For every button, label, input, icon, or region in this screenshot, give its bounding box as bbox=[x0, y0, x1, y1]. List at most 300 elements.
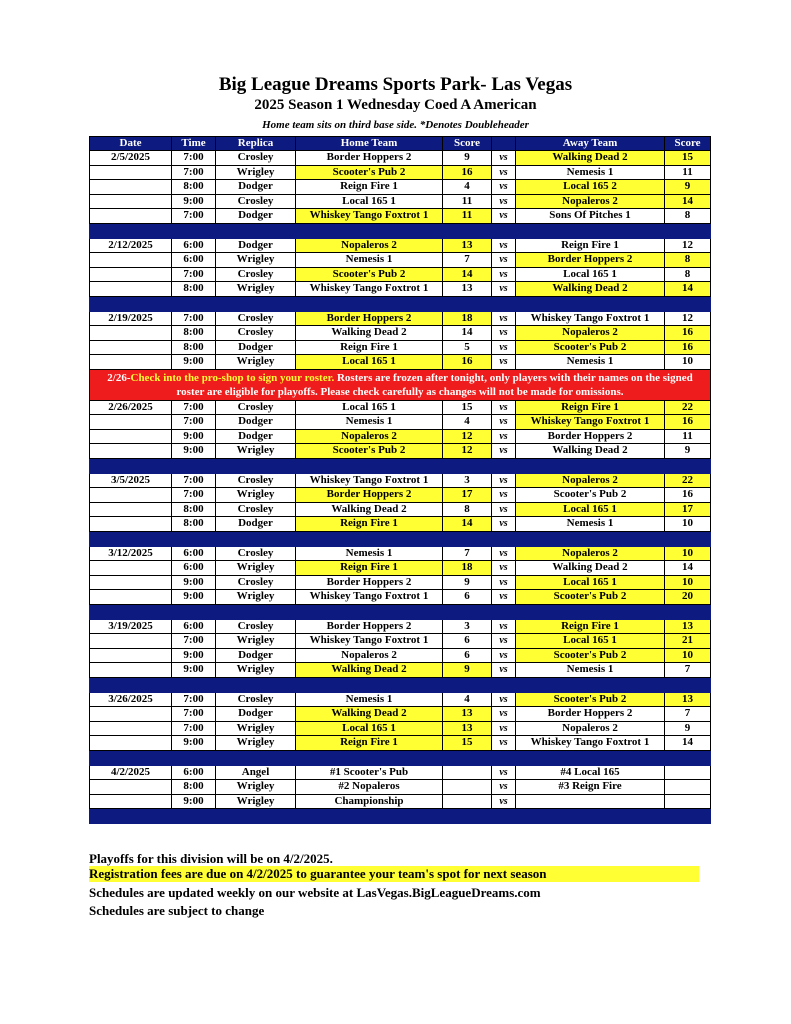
away-team: Border Hoppers 2 bbox=[516, 253, 665, 268]
away-score: 8 bbox=[665, 209, 711, 224]
week-separator bbox=[90, 677, 711, 692]
game-date bbox=[90, 267, 172, 282]
away-team: Border Hoppers 2 bbox=[516, 429, 665, 444]
home-score: 3 bbox=[443, 619, 492, 634]
table-row bbox=[90, 517, 711, 532]
game-replica: Wrigley bbox=[216, 663, 296, 678]
vs-label: vs bbox=[492, 634, 516, 649]
home-score: 6 bbox=[443, 634, 492, 649]
game-time: 6:00 bbox=[172, 546, 216, 561]
table-row bbox=[90, 780, 711, 795]
game-date bbox=[90, 707, 172, 722]
game-replica: Crosley bbox=[216, 575, 296, 590]
game-date: 3/5/2025 bbox=[90, 473, 172, 488]
game-date: 2/19/2025 bbox=[90, 311, 172, 326]
game-replica: Crosley bbox=[216, 311, 296, 326]
game-replica: Wrigley bbox=[216, 253, 296, 268]
home-score: 13 bbox=[443, 707, 492, 722]
home-score: 12 bbox=[443, 429, 492, 444]
game-time: 7:00 bbox=[172, 400, 216, 415]
home-team: Border Hoppers 2 bbox=[296, 311, 443, 326]
game-time: 7:00 bbox=[172, 707, 216, 722]
week-separator bbox=[90, 531, 711, 546]
home-team: Border Hoppers 2 bbox=[296, 488, 443, 503]
schedule-body bbox=[90, 151, 711, 824]
table-row bbox=[90, 634, 711, 649]
game-time: 9:00 bbox=[172, 444, 216, 459]
schedule-table bbox=[89, 136, 711, 824]
game-date bbox=[90, 355, 172, 370]
notice-date: 2/26- bbox=[107, 371, 131, 384]
away-team: Sons Of Pitches 1 bbox=[516, 209, 665, 224]
table-row bbox=[90, 355, 711, 370]
game-time: 7:00 bbox=[172, 209, 216, 224]
col-header-home-score: Score bbox=[443, 137, 492, 151]
away-team: Scooter's Pub 2 bbox=[516, 590, 665, 605]
home-score: 6 bbox=[443, 590, 492, 605]
week-separator-bar bbox=[90, 677, 711, 692]
home-team: Scooter's Pub 2 bbox=[296, 267, 443, 282]
away-score: 12 bbox=[665, 311, 711, 326]
away-team: Nopaleros 2 bbox=[516, 326, 665, 341]
game-time: 7:00 bbox=[172, 473, 216, 488]
home-team: Scooter's Pub 2 bbox=[296, 444, 443, 459]
table-row bbox=[90, 151, 711, 166]
home-score: 13 bbox=[443, 721, 492, 736]
table-row bbox=[90, 194, 711, 209]
away-team: Nopaleros 2 bbox=[516, 194, 665, 209]
home-team: Border Hoppers 2 bbox=[296, 151, 443, 166]
vs-label: vs bbox=[492, 326, 516, 341]
home-team: Border Hoppers 2 bbox=[296, 619, 443, 634]
away-team: Local 165 1 bbox=[516, 575, 665, 590]
away-score: 20 bbox=[665, 590, 711, 605]
table-row bbox=[90, 209, 711, 224]
table-row bbox=[90, 282, 711, 297]
vs-label: vs bbox=[492, 429, 516, 444]
table-row bbox=[90, 253, 711, 268]
game-date bbox=[90, 165, 172, 180]
table-row bbox=[90, 429, 711, 444]
game-date bbox=[90, 415, 172, 430]
table-row bbox=[90, 444, 711, 459]
home-score bbox=[443, 794, 492, 809]
away-team: Local 165 1 bbox=[516, 502, 665, 517]
game-time: 9:00 bbox=[172, 590, 216, 605]
game-time: 8:00 bbox=[172, 340, 216, 355]
vs-label: vs bbox=[492, 340, 516, 355]
game-replica: Crosley bbox=[216, 267, 296, 282]
schedule-change-note: Schedules are subject to change bbox=[89, 903, 265, 918]
home-score: 3 bbox=[443, 473, 492, 488]
vs-label: vs bbox=[492, 151, 516, 166]
table-row bbox=[90, 238, 711, 253]
game-replica: Wrigley bbox=[216, 561, 296, 576]
table-row bbox=[90, 590, 711, 605]
game-time: 6:00 bbox=[172, 238, 216, 253]
home-team: Nemesis 1 bbox=[296, 546, 443, 561]
col-header-home-team: Home Team bbox=[296, 137, 443, 151]
vs-label: vs bbox=[492, 282, 516, 297]
away-team: Scooter's Pub 2 bbox=[516, 340, 665, 355]
home-team: Local 165 1 bbox=[296, 194, 443, 209]
away-team: Whiskey Tango Foxtrot 1 bbox=[516, 736, 665, 751]
table-row bbox=[90, 180, 711, 195]
game-date bbox=[90, 340, 172, 355]
registration-fees-note: Registration fees are due on 4/2/2025 to guarantee your team's spot for next season bbox=[89, 866, 699, 882]
away-score: 9 bbox=[665, 444, 711, 459]
website-note: Schedules are updated weekly on our website at LasVegas.BigLeagueDreams.com bbox=[89, 885, 541, 900]
col-header-time: Time bbox=[172, 137, 216, 151]
away-team bbox=[516, 794, 665, 809]
game-time: 7:00 bbox=[172, 634, 216, 649]
table-row bbox=[90, 311, 711, 326]
game-time: 7:00 bbox=[172, 267, 216, 282]
table-row bbox=[90, 473, 711, 488]
home-score: 18 bbox=[443, 311, 492, 326]
vs-label: vs bbox=[492, 253, 516, 268]
game-replica: Crosley bbox=[216, 473, 296, 488]
home-team: Scooter's Pub 2 bbox=[296, 165, 443, 180]
home-team: Nemesis 1 bbox=[296, 253, 443, 268]
home-score: 15 bbox=[443, 400, 492, 415]
game-replica: Wrigley bbox=[216, 355, 296, 370]
page-title: Big League Dreams Sports Park- Las Vegas bbox=[218, 74, 573, 95]
away-score: 11 bbox=[665, 165, 711, 180]
away-team: Reign Fire 1 bbox=[516, 238, 665, 253]
col-header-away-team: Away Team bbox=[516, 137, 665, 151]
vs-label: vs bbox=[492, 619, 516, 634]
away-score: 17 bbox=[665, 502, 711, 517]
home-score: 14 bbox=[443, 267, 492, 282]
game-time: 8:00 bbox=[172, 780, 216, 795]
away-team: Local 165 1 bbox=[516, 634, 665, 649]
away-score: 22 bbox=[665, 473, 711, 488]
game-replica: Wrigley bbox=[216, 444, 296, 459]
vs-label: vs bbox=[492, 415, 516, 430]
game-replica: Dodger bbox=[216, 429, 296, 444]
game-time: 9:00 bbox=[172, 429, 216, 444]
game-date bbox=[90, 794, 172, 809]
vs-label: vs bbox=[492, 209, 516, 224]
home-team: Local 165 1 bbox=[296, 355, 443, 370]
table-row bbox=[90, 546, 711, 561]
away-score: 15 bbox=[665, 151, 711, 166]
game-replica: Wrigley bbox=[216, 488, 296, 503]
table-row bbox=[90, 415, 711, 430]
week-separator bbox=[90, 223, 711, 238]
away-score bbox=[665, 765, 711, 780]
game-time: 9:00 bbox=[172, 575, 216, 590]
vs-label: vs bbox=[492, 194, 516, 209]
away-team: Border Hoppers 2 bbox=[516, 707, 665, 722]
game-date bbox=[90, 444, 172, 459]
vs-label: vs bbox=[492, 180, 516, 195]
game-time: 8:00 bbox=[172, 180, 216, 195]
away-team: Walking Dead 2 bbox=[516, 444, 665, 459]
game-replica: Dodger bbox=[216, 517, 296, 532]
home-team: Whiskey Tango Foxtrot 1 bbox=[296, 473, 443, 488]
away-score: 14 bbox=[665, 561, 711, 576]
table-row bbox=[90, 692, 711, 707]
home-score bbox=[443, 780, 492, 795]
table-row bbox=[90, 165, 711, 180]
table-row bbox=[90, 765, 711, 780]
game-date bbox=[90, 282, 172, 297]
game-time: 6:00 bbox=[172, 765, 216, 780]
vs-label: vs bbox=[492, 648, 516, 663]
home-team: Local 165 1 bbox=[296, 400, 443, 415]
vs-label: vs bbox=[492, 765, 516, 780]
game-date: 3/12/2025 bbox=[90, 546, 172, 561]
home-team: Reign Fire 1 bbox=[296, 736, 443, 751]
game-replica: Angel bbox=[216, 765, 296, 780]
game-replica: Dodger bbox=[216, 340, 296, 355]
game-date bbox=[90, 194, 172, 209]
game-replica: Crosley bbox=[216, 619, 296, 634]
game-date bbox=[90, 180, 172, 195]
away-score: 10 bbox=[665, 648, 711, 663]
home-team: Border Hoppers 2 bbox=[296, 575, 443, 590]
game-replica: Dodger bbox=[216, 180, 296, 195]
vs-label: vs bbox=[492, 546, 516, 561]
home-team: Walking Dead 2 bbox=[296, 502, 443, 517]
vs-label: vs bbox=[492, 238, 516, 253]
game-date bbox=[90, 575, 172, 590]
away-score: 13 bbox=[665, 619, 711, 634]
away-team: Whiskey Tango Foxtrot 1 bbox=[516, 311, 665, 326]
home-score: 13 bbox=[443, 282, 492, 297]
home-score: 9 bbox=[443, 151, 492, 166]
game-time: 6:00 bbox=[172, 561, 216, 576]
away-score: 16 bbox=[665, 340, 711, 355]
week-separator-bar bbox=[90, 458, 711, 473]
away-score: 22 bbox=[665, 400, 711, 415]
week-separator-bar bbox=[90, 604, 711, 619]
vs-label: vs bbox=[492, 794, 516, 809]
col-header-date: Date bbox=[90, 137, 172, 151]
notice-text: Rosters are frozen after tonight, only players with their names on the signed roster are eligible for playoffs. Please check carefully as changes will not be made for omissions. bbox=[176, 371, 693, 398]
home-team: Nopaleros 2 bbox=[296, 648, 443, 663]
table-row bbox=[90, 267, 711, 282]
home-team: Local 165 1 bbox=[296, 721, 443, 736]
table-row bbox=[90, 502, 711, 517]
game-date: 3/19/2025 bbox=[90, 619, 172, 634]
game-date bbox=[90, 736, 172, 751]
vs-label: vs bbox=[492, 267, 516, 282]
game-replica: Crosley bbox=[216, 400, 296, 415]
game-time: 7:00 bbox=[172, 721, 216, 736]
table-row bbox=[90, 619, 711, 634]
vs-label: vs bbox=[492, 590, 516, 605]
home-team: Whiskey Tango Foxtrot 1 bbox=[296, 209, 443, 224]
home-team: Nemesis 1 bbox=[296, 692, 443, 707]
home-score: 18 bbox=[443, 561, 492, 576]
vs-label: vs bbox=[492, 488, 516, 503]
home-team: Nemesis 1 bbox=[296, 415, 443, 430]
home-team: Walking Dead 2 bbox=[296, 707, 443, 722]
vs-label: vs bbox=[492, 707, 516, 722]
game-time: 8:00 bbox=[172, 282, 216, 297]
table-row bbox=[90, 707, 711, 722]
game-replica: Crosley bbox=[216, 151, 296, 166]
game-replica: Wrigley bbox=[216, 634, 296, 649]
away-team: Nopaleros 2 bbox=[516, 721, 665, 736]
table-row bbox=[90, 794, 711, 809]
away-team: Local 165 1 bbox=[516, 267, 665, 282]
home-team: Whiskey Tango Foxtrot 1 bbox=[296, 282, 443, 297]
table-row bbox=[90, 340, 711, 355]
schedule-note: Home team sits on third base side. *Denotes Doubleheader bbox=[262, 119, 529, 131]
week-separator-bar bbox=[90, 809, 711, 824]
game-time: 9:00 bbox=[172, 648, 216, 663]
table-row bbox=[90, 575, 711, 590]
roster-notice-row bbox=[90, 369, 711, 400]
game-time: 6:00 bbox=[172, 253, 216, 268]
away-team: Scooter's Pub 2 bbox=[516, 692, 665, 707]
game-replica: Wrigley bbox=[216, 165, 296, 180]
game-date bbox=[90, 429, 172, 444]
away-team: Nemesis 1 bbox=[516, 517, 665, 532]
game-date bbox=[90, 648, 172, 663]
week-separator bbox=[90, 809, 711, 824]
away-score: 14 bbox=[665, 736, 711, 751]
away-score: 10 bbox=[665, 517, 711, 532]
game-date: 2/5/2025 bbox=[90, 151, 172, 166]
vs-label: vs bbox=[492, 502, 516, 517]
home-score: 12 bbox=[443, 444, 492, 459]
home-team: Walking Dead 2 bbox=[296, 326, 443, 341]
home-score: 16 bbox=[443, 165, 492, 180]
away-team: Whiskey Tango Foxtrot 1 bbox=[516, 415, 665, 430]
week-separator bbox=[90, 604, 711, 619]
away-score: 10 bbox=[665, 546, 711, 561]
notice-highlight: Check into the pro-shop to sign your roster. bbox=[130, 371, 335, 384]
game-replica: Dodger bbox=[216, 415, 296, 430]
away-score: 9 bbox=[665, 180, 711, 195]
table-row bbox=[90, 736, 711, 751]
week-separator-bar bbox=[90, 750, 711, 765]
table-row bbox=[90, 326, 711, 341]
table-row bbox=[90, 400, 711, 415]
home-score: 7 bbox=[443, 546, 492, 561]
game-replica: Wrigley bbox=[216, 282, 296, 297]
home-score: 13 bbox=[443, 238, 492, 253]
away-score: 7 bbox=[665, 663, 711, 678]
away-score: 8 bbox=[665, 253, 711, 268]
game-date bbox=[90, 780, 172, 795]
away-score bbox=[665, 794, 711, 809]
home-score: 15 bbox=[443, 736, 492, 751]
game-time: 7:00 bbox=[172, 165, 216, 180]
game-replica: Crosley bbox=[216, 194, 296, 209]
vs-label: vs bbox=[492, 311, 516, 326]
game-time: 9:00 bbox=[172, 663, 216, 678]
game-time: 9:00 bbox=[172, 194, 216, 209]
away-team: Nemesis 1 bbox=[516, 165, 665, 180]
away-score: 10 bbox=[665, 575, 711, 590]
away-team: Walking Dead 2 bbox=[516, 561, 665, 576]
vs-label: vs bbox=[492, 736, 516, 751]
game-time: 7:00 bbox=[172, 151, 216, 166]
away-score: 11 bbox=[665, 429, 711, 444]
home-score: 4 bbox=[443, 180, 492, 195]
game-time: 6:00 bbox=[172, 619, 216, 634]
game-replica: Dodger bbox=[216, 648, 296, 663]
game-replica: Wrigley bbox=[216, 590, 296, 605]
home-team: Reign Fire 1 bbox=[296, 517, 443, 532]
vs-label: vs bbox=[492, 517, 516, 532]
table-row bbox=[90, 561, 711, 576]
week-separator bbox=[90, 750, 711, 765]
home-team: Reign Fire 1 bbox=[296, 561, 443, 576]
home-score: 11 bbox=[443, 194, 492, 209]
away-score: 21 bbox=[665, 634, 711, 649]
playoffs-note: Playoffs for this division will be on 4/2/2025. bbox=[89, 851, 333, 866]
away-score: 14 bbox=[665, 194, 711, 209]
away-team: Walking Dead 2 bbox=[516, 282, 665, 297]
vs-label: vs bbox=[492, 780, 516, 795]
game-replica: Wrigley bbox=[216, 780, 296, 795]
col-header-replica: Replica bbox=[216, 137, 296, 151]
game-replica: Crosley bbox=[216, 326, 296, 341]
week-separator-bar bbox=[90, 223, 711, 238]
game-time: 8:00 bbox=[172, 517, 216, 532]
week-separator-bar bbox=[90, 531, 711, 546]
week-separator bbox=[90, 458, 711, 473]
col-header-away-score: Score bbox=[665, 137, 711, 151]
game-date bbox=[90, 517, 172, 532]
game-date: 2/26/2025 bbox=[90, 400, 172, 415]
vs-label: vs bbox=[492, 721, 516, 736]
game-time: 9:00 bbox=[172, 794, 216, 809]
week-separator bbox=[90, 296, 711, 311]
home-team: Nopaleros 2 bbox=[296, 429, 443, 444]
game-replica: Dodger bbox=[216, 707, 296, 722]
game-time: 7:00 bbox=[172, 311, 216, 326]
away-team: Local 165 2 bbox=[516, 180, 665, 195]
game-date bbox=[90, 253, 172, 268]
away-team: Scooter's Pub 2 bbox=[516, 648, 665, 663]
game-replica: Crosley bbox=[216, 692, 296, 707]
home-score: 16 bbox=[443, 355, 492, 370]
away-score: 7 bbox=[665, 707, 711, 722]
game-date: 4/2/2025 bbox=[90, 765, 172, 780]
game-time: 7:00 bbox=[172, 415, 216, 430]
home-score: 14 bbox=[443, 517, 492, 532]
away-team: Nemesis 1 bbox=[516, 663, 665, 678]
vs-label: vs bbox=[492, 663, 516, 678]
home-team: #1 Scooter's Pub bbox=[296, 765, 443, 780]
away-score: 16 bbox=[665, 326, 711, 341]
away-team: Reign Fire 1 bbox=[516, 400, 665, 415]
game-time: 8:00 bbox=[172, 502, 216, 517]
home-score: 14 bbox=[443, 326, 492, 341]
game-date bbox=[90, 488, 172, 503]
away-score bbox=[665, 780, 711, 795]
game-date bbox=[90, 502, 172, 517]
away-team: Nopaleros 2 bbox=[516, 546, 665, 561]
away-score: 14 bbox=[665, 282, 711, 297]
vs-label: vs bbox=[492, 561, 516, 576]
game-time: 9:00 bbox=[172, 355, 216, 370]
home-score: 6 bbox=[443, 648, 492, 663]
game-date bbox=[90, 561, 172, 576]
home-team: Whiskey Tango Foxtrot 1 bbox=[296, 590, 443, 605]
away-score: 16 bbox=[665, 488, 711, 503]
vs-label: vs bbox=[492, 444, 516, 459]
home-score: 11 bbox=[443, 209, 492, 224]
